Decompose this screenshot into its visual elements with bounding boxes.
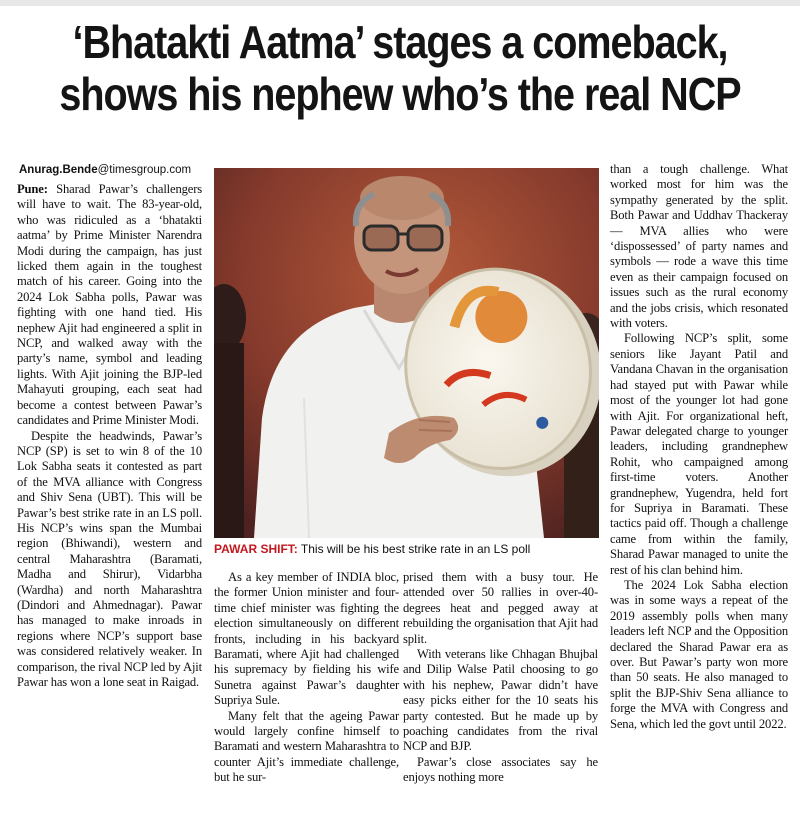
paragraph: prised them with a busy tour. He attended over 50 rallies in over-40-degrees heat and pegged away at rebuilding the organisation that Ajit had split. [403, 570, 598, 646]
paragraph: than a tough challenge. What worked most for him was the sympathy generated by the split. Both Pawar and Uddhav Thackeray — MVA allies who were ‘dispossessed’ of party names and symbols — rode a wave this time even as their campaign focused on issues such as the rural economy and the jobs crisis, which resonated with voters. [610, 162, 788, 331]
article-column-4 [610, 162, 788, 732]
paragraph: Many felt that the ageing Pawar would largely confine himself to Baramati and western Maharashtra to counter Ajit’s immediate challenge, but he sur- [214, 708, 399, 785]
byline-name: Anurag.Bende [19, 164, 98, 176]
paragraph: Despite the headwinds, Pawar’s NCP (SP) is set to win 8 of the 10 Lok Sabha seats it contested as part of the MVA alliance with Congress and Shiv Sena (UBT). This will be Pawar’s best strike rate in an LS poll. His NCP’s wins span the Mumbai region (Bhiwandi), western and central Maharashtra (Baramati, Madha and Shirur), Vidarbha (Wardha) and north Maharashtra (Dindori and Ahmednagar). Pawar has managed to make inroads in regions where NCP’s support base was considered relatively weaker. In comparison, the rival NCP led by Ajit Pawar has won a lone seat in Raigad. [17, 428, 202, 689]
dateline: Pune: [17, 182, 48, 196]
paragraph: As a key member of INDIA bloc, the former Union minister and four-time chief minister was fighting the election simultaneously on different fronts, including in his backyard Baramati, where Ajit had challenged his supremacy by fielding his wife Sunetra against Pawar’s daughter Supriya Sule. [214, 570, 399, 708]
article-column-1 [17, 182, 202, 690]
top-rule [0, 0, 800, 6]
portrait-illustration [214, 168, 599, 538]
article-column-2 [214, 570, 399, 786]
paragraph: Following NCP’s split, some seniors like Jayant Patil and Vandana Chavan in the organisation had stayed put with Pawar while most of the younger lot had gone with Ajit. For organizational heft, Pawar delegated charge to younger leaders, including grandnephew Rohit, who campaigned among first-time voters. Another grandnephew, Yugendra, held fort for Supriya in Baramati. These tactics paid off. Though a challenge came from within the family, Sharad Pawar managed to unite the rest of his clan behind him. [610, 331, 788, 577]
caption-text: This will be his best strike rate in an LS poll [297, 542, 531, 556]
paragraph-text: Sharad Pawar’s challengers will have to wait. The 83-year-old, who was ridiculed as a ‘bhatakti aatma’ by Prime Minister Narendra Modi during the campaign, has just licked them again in the toughest match of his career. Going into the 2024 Lok Sabha polls, Pawar was fighting with one hand tied. His nephew Ajit had engineered a split in NCP, and walked away with the party’s name, symbol and leading lights. With Ajit joining the BJP-led Mahayuti grouping, each seat had become a contest between Pawar’s candidates and Prime Minister Modi. [17, 182, 202, 428]
byline-domain: @timesgroup.com [97, 164, 192, 176]
byline [19, 164, 191, 176]
article-column-3 [403, 570, 598, 786]
paragraph: Pawar’s close associates say he enjoys nothing more [403, 754, 598, 785]
headline [56, 16, 744, 120]
paragraph [17, 182, 202, 429]
headline-line-2: shows his nephew who’s the real NCP [59, 68, 741, 120]
caption-tag: PAWAR SHIFT: [214, 542, 298, 556]
portrait-photo [214, 168, 599, 538]
paragraph: The 2024 Lok Sabha election was in some ways a repeat of the 2019 assembly polls when many leaders left NCP and the Opposition declared the Sharad Pawar era as over. But Pawar’s party won more than 50 seats. He also managed to split the BJP-Shiv Sena alliance to forge the MVA with Congress and Sena, which led the govt until 2022. [610, 577, 788, 731]
photo-caption [214, 538, 599, 560]
headline-line-1: ‘Bhatakti Aatma’ stages a comeback, [72, 16, 728, 68]
paragraph: With veterans like Chhagan Bhujbal and Dilip Walse Patil choosing to go with his nephew, Pawar didn’t have easy picks either for the 10 seats his party contested. But he made up by poaching candidates from the rival NCP and BJP. [403, 647, 598, 754]
